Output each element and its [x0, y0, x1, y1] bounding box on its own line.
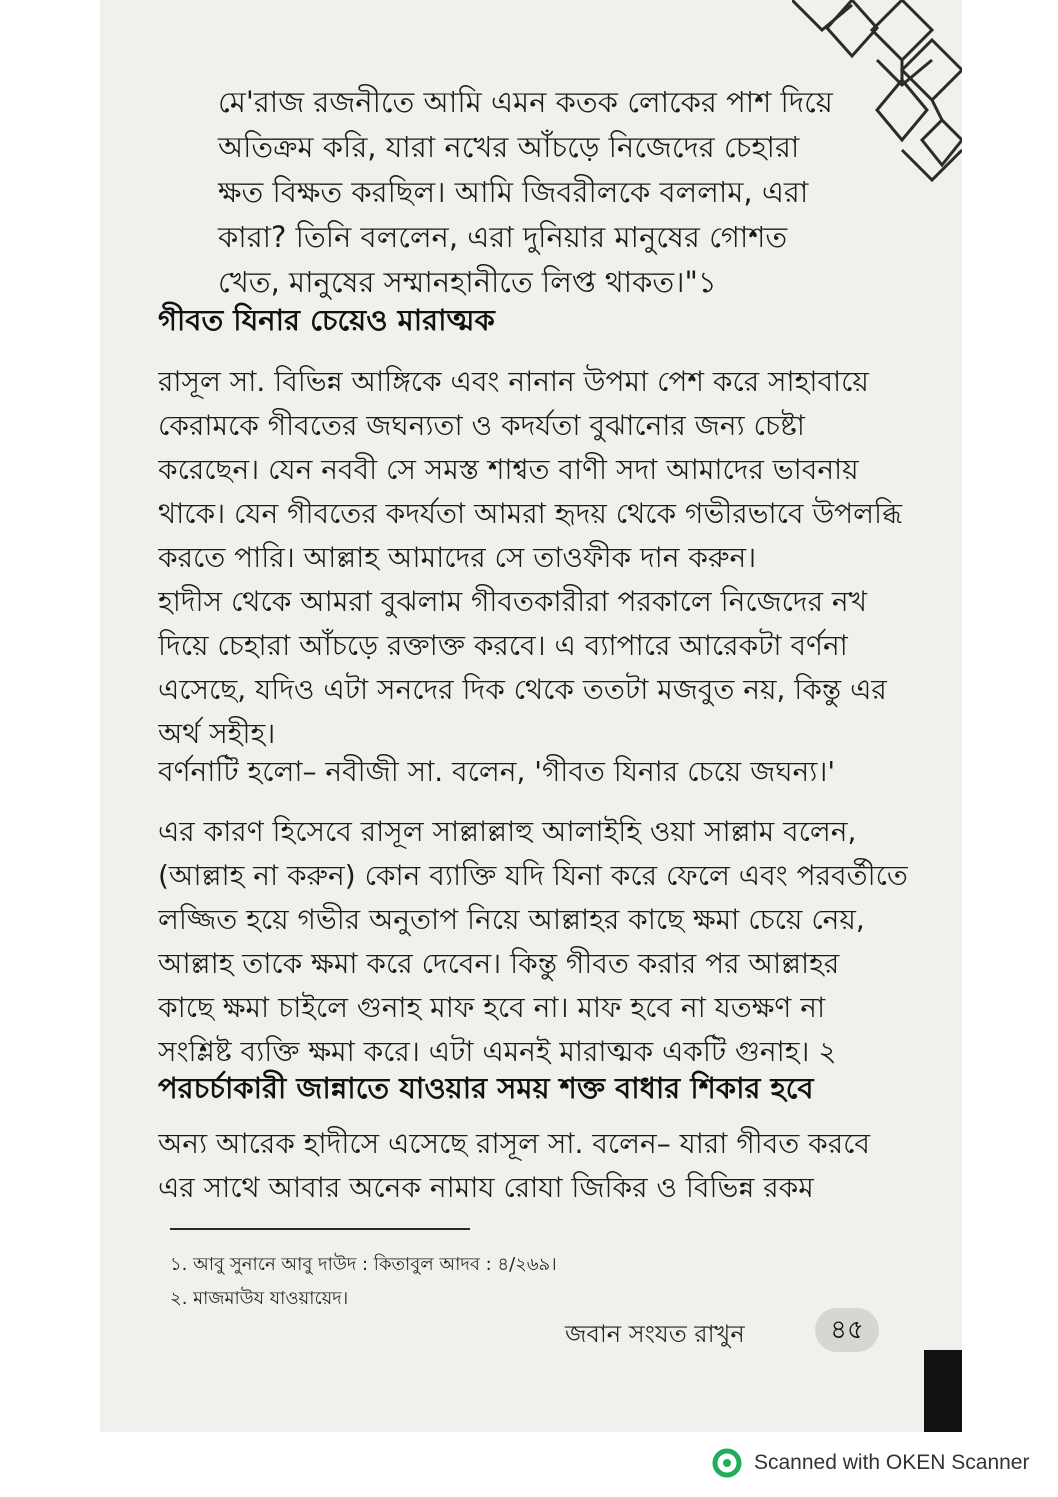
paragraph	[158, 580, 908, 756]
text-line: লজ্জিত হয়ে গভীর অনুতাপ নিয়ে আল্লাহর কাছে ক্ষমা চেয়ে নেয়,	[158, 903, 865, 936]
quote-line: কারা? তিনি বললেন, এরা দুনিয়ার মানুষের গোশত	[218, 220, 788, 254]
text-line: আল্লাহ তাকে ক্ষমা করে দেবেন। কিন্তু গীবত করার পর আল্লাহর	[158, 947, 840, 980]
page-number: ৪৫	[815, 1308, 879, 1352]
text-line: এসেছে, যদিও এটা সনদের দিক থেকে ততটা মজবুত নয়, কিন্তু এর	[158, 673, 887, 706]
text-line: হাদীস থেকে আমরা বুঝলাম গীবতকারীরা পরকালে নিজেদের নখ	[158, 585, 868, 618]
watermark-text: Scanned with OKEN Scanner	[754, 1451, 1030, 1474]
text-line: থাকে। যেন গীবতের কদর্যতা আমরা হৃদয় থেকে গভীরভাবে উপলব্ধি	[158, 497, 903, 530]
page-edge-tab	[924, 1350, 962, 1432]
quote-line: অতিক্রম করি, যারা নখের আঁচড়ে নিজেদের চেহারা	[218, 130, 800, 164]
quote-line: খেত, মানুষের সম্মানহানীতে লিপ্ত থাকত।"১	[218, 265, 717, 299]
oken-scanner-logo-icon	[712, 1448, 742, 1478]
text-line: কাছে ক্ষমা চাইলে গুনাহ মাফ হবে না। মাফ হবে না যতক্ষণ না	[158, 991, 826, 1024]
footnote-divider	[170, 1228, 470, 1230]
text-line: বর্ণনাটি হলো– নবীজী সা. বলেন, 'গীবত যিনার চেয়ে জঘন্য।'	[158, 755, 836, 788]
text-line: রাসূল সা. বিভিন্ন আঙ্গিকে এবং নানান উপমা পেশ করে সাহাবায়ে	[158, 365, 869, 398]
quote-line: ক্ষত বিক্ষত করছিল। আমি জিবরীলকে বললাম, এরা	[218, 175, 809, 209]
text-line: (আল্লাহ না করুন) কোন ব্যাক্তি যদি যিনা করে ফেলে এবং পরবর্তীতে	[158, 859, 908, 892]
paragraph	[158, 810, 908, 1074]
section-heading: গীবত যিনার চেয়েও মারাত্মক	[158, 303, 495, 337]
paragraph	[158, 1122, 908, 1210]
text-line: এর সাথে আবার অনেক নামায রোযা জিকির ও বিভিন্ন রকম	[158, 1171, 814, 1204]
text-line: কেরামকে গীবতের জঘন্যতা ও কদর্যতা বুঝানোর জন্য চেষ্টা	[158, 409, 805, 442]
scanner-watermark	[712, 1448, 1029, 1478]
text-line: অন্য আরেক হাদীসে এসেছে রাসূল সা. বলেন– যারা গীবত করবে	[158, 1127, 871, 1160]
running-footer-title: জবান সংযত রাখুন	[565, 1320, 745, 1348]
book-page	[100, 0, 962, 1432]
quote-line: মে'রাজ রজনীতে আমি এমন কতক লোকের পাশ দিয়ে	[218, 85, 833, 119]
section-heading: পরচর্চাকারী জান্নাতে যাওয়ার সময় শক্ত বাধার শিকার হবে	[158, 1071, 814, 1105]
text-line: অর্থ সহীহ।	[158, 717, 276, 750]
paragraph	[158, 360, 908, 580]
text-line: এর কারণ হিসেবে রাসূল সাল্লাল্লাহু আলাইহি ওয়া সাল্লাম বলেন,	[158, 815, 857, 848]
footnote: ১. আবু সুনানে আবু দাউদ : কিতাবুল আদব : ৪/২৬৯।	[170, 1254, 557, 1275]
footnote: ২. মাজমাউয যাওয়ায়েদ।	[170, 1288, 349, 1309]
text-line: দিয়ে চেহারা আঁচড়ে রক্তাক্ত করবে। এ ব্যাপারে আরেকটা বর্ণনা	[158, 629, 848, 662]
text-line: করতে পারি। আল্লাহ আমাদের সে তাওফীক দান করুন।	[158, 541, 757, 574]
text-line: করেছেন। যেন নববী সে সমস্ত শাশ্বত বাণী সদা আমাদের ভাবনায়	[158, 453, 859, 486]
text-line: সংশ্লিষ্ট ব্যক্তি ক্ষমা করে। এটা এমনই মারাত্মক একটি গুনাহ। ২	[158, 1035, 837, 1068]
paragraph	[158, 750, 908, 794]
hadith-quote	[218, 80, 858, 305]
